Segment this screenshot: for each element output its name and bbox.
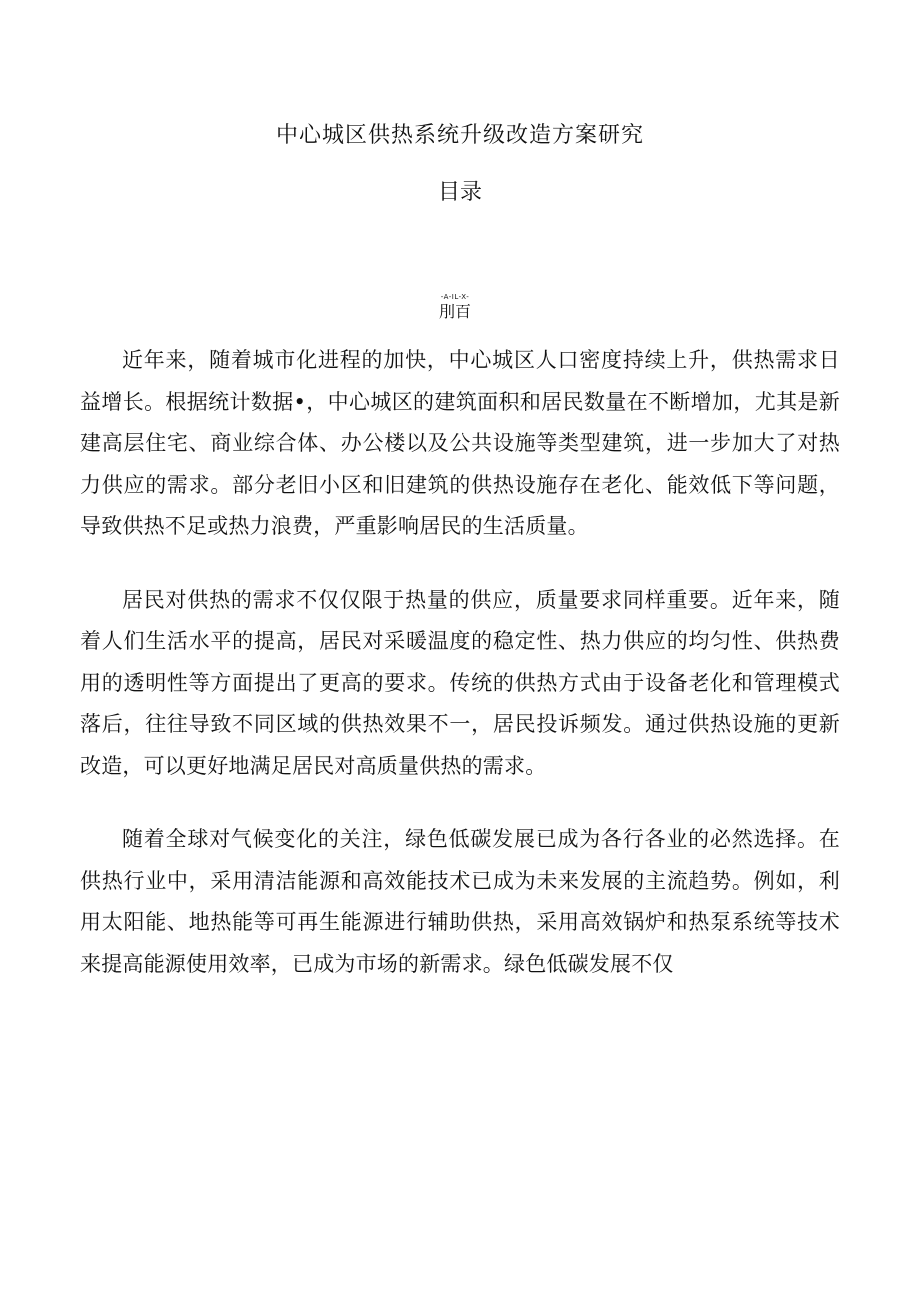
- body-text: [80, 340, 840, 1017]
- paragraph-2: 居民对供热的需求不仅仅限于热量的供应，质量要求同样重要。近年来，随着人们生活水平的提高，居民对采暖温度的稳定性、热力供应的均匀性、供热费用的透明性等方面提出了更高的要求。传统的供热方式由于设备老化和管理模式落后，往往导致不同区域的供热效果不一，居民投诉频发。通过供热设施的更新改造，可以更好地满足居民对高质量供热的需求。: [80, 587, 840, 778]
- paragraph-1: 近年来，随着城市化进程的加快，中心城区人口密度持续上升，供热需求日益增长。根据统计数据•，中心城区的建筑面积和居民数量在不断增加，尤其是新建高层住宅、商业综合体、办公楼以及公共设施等类型建筑，进一步加大了对热力供应的需求。部分老旧小区和旧建筑的供热设施存在老化、能效低下等问题，导致供热不足或热力浪费，严重影响居民的生活质量。: [80, 348, 840, 538]
- paragraph-3: 随着全球对气候变化的关注，绿色低碳发展已成为各行各业的必然选择。在供热行业中，采用清洁能源和高效能技术已成为未来发展的主流趋势。例如，利用太阳能、地热能等可再生能源进行辅助供热，采用高效锅炉和热泵系统等技术来提高能源使用效率，已成为市场的新需求。绿色低碳发展不仅: [80, 827, 840, 976]
- preface-small-label: -A-IL-X-: [440, 293, 470, 301]
- toc-heading: 目录: [437, 180, 482, 205]
- preface-heading: 刖百: [438, 302, 471, 321]
- document-title: 中心城区供热系统升级改造方案研究: [275, 123, 644, 148]
